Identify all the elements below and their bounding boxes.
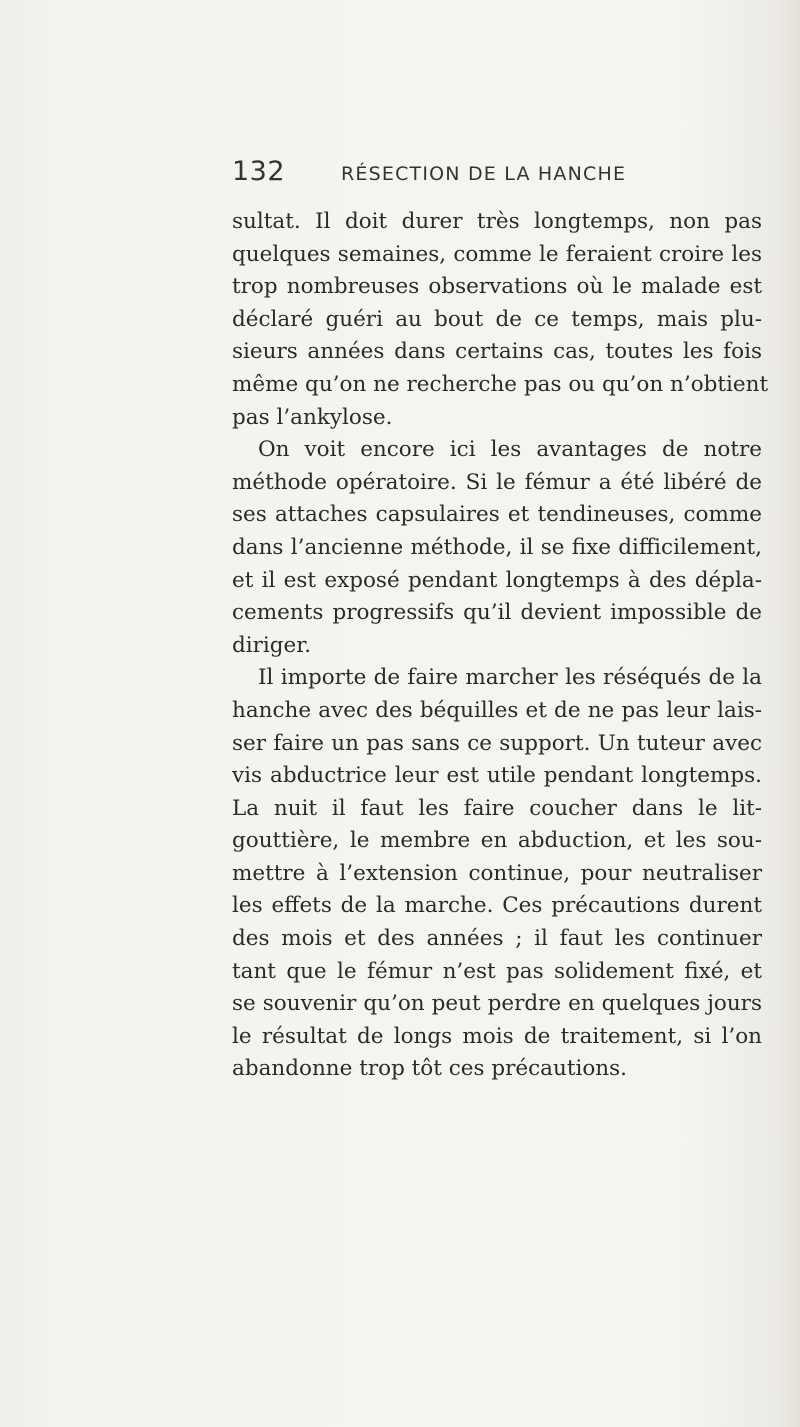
text-line: trop nombreuses observations où le malade est: [232, 274, 762, 300]
text-line: déclaré guéri au bout de ce temps, mais plu-: [232, 306, 762, 332]
text-line: et il est exposé pendant longtemps à des dépla-: [232, 567, 762, 593]
running-title: RÉSECTION DE LA HANCHE: [341, 163, 627, 185]
text-line: cements progressifs qu’il devient impossible de: [232, 600, 762, 626]
text-line: le résultat de longs mois de traitement, si l’on: [232, 1023, 762, 1049]
text-line: Il importe de faire marcher les réséqués de la: [258, 665, 762, 691]
text-line: les effets de la marche. Ces précautions durent: [232, 893, 762, 919]
text-line: dans l’ancienne méthode, il se fixe difficilement,: [232, 534, 762, 560]
text-line: ser faire un pas sans ce support. Un tuteur avec: [232, 730, 762, 756]
text-line: méthode opératoire. Si le fémur a été libéré de: [232, 469, 762, 495]
text-line: sieurs années dans certains cas, toutes les fois: [232, 339, 762, 365]
text-line: tant que le fémur n’est pas solidement fixé, et: [232, 958, 762, 984]
text-line: gouttière, le membre en abduction, et les sou-: [232, 828, 762, 854]
text-line: quelques semaines, comme le feraient croire les: [232, 241, 762, 267]
text-line: vis abductrice leur est utile pendant longtemps.: [232, 763, 762, 789]
text-line: même qu’on ne recherche pas ou qu’on n’obtient: [232, 371, 769, 397]
text-line: La nuit il faut les faire coucher dans le lit-: [232, 795, 762, 821]
body-text: [232, 206, 769, 1086]
text-line: des mois et des années ; il faut les continuer: [232, 926, 762, 952]
text-line: hanche avec des béquilles et de ne pas leur lais-: [232, 697, 762, 723]
text-line: mettre à l’extension continue, pour neutraliser: [232, 860, 762, 886]
text-line: sultat. Il doit durer très longtemps, non pas: [232, 209, 762, 234]
page-number: 132: [232, 156, 286, 187]
text-line: abandonne trop tôt ces précautions.: [232, 1056, 627, 1082]
text-line: On voit encore ici les avantages de notre: [258, 437, 762, 463]
running-head: [232, 156, 752, 196]
text-line: se souvenir qu’on peut perdre en quelques jours: [232, 991, 762, 1017]
text-line: pas l’ankylose.: [232, 404, 393, 430]
text-line: diriger.: [232, 632, 312, 658]
text-line: ses attaches capsulaires et tendineuses, comme: [232, 502, 762, 528]
